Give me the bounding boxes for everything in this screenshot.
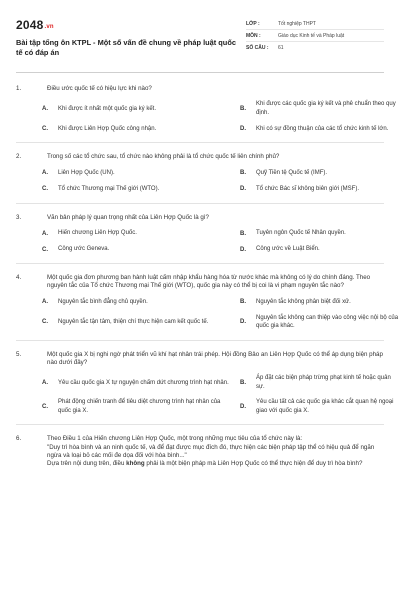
question-divider <box>16 263 384 264</box>
option-letter: D. <box>240 246 246 253</box>
question-text: Trong số các tổ chức sau, tổ chức nào không phải là tổ chức quốc tế liên chính phủ? <box>47 153 280 161</box>
meta-key-count: SỐ CÂU : <box>246 45 269 51</box>
option-letter: C. <box>42 403 48 410</box>
option-c[interactable] <box>42 185 240 194</box>
option-text: Nguyên tắc không phân biệt đối xử. <box>256 299 351 306</box>
option-letter: A. <box>42 169 48 176</box>
option-a[interactable] <box>42 229 240 238</box>
option-b[interactable] <box>240 298 400 307</box>
meta-row-count <box>246 42 384 54</box>
question-text-part: phải là một biện pháp mà Liên Hợp Quốc có thể thực hiện để duy trì hòa bình? <box>144 460 363 468</box>
question-6 <box>16 435 384 469</box>
meta-value-subject: Giáo dục Kinh tế và Pháp luật <box>278 33 345 39</box>
meta-row-subject <box>246 30 384 42</box>
question-1 <box>16 85 396 133</box>
option-letter: B. <box>240 105 246 112</box>
question-divider <box>16 340 384 341</box>
option-text: Tuyên ngôn Quốc tế Nhân quyền. <box>256 230 346 237</box>
option-grid <box>16 298 399 331</box>
question-stem <box>16 153 384 161</box>
option-c[interactable] <box>42 245 240 254</box>
question-3 <box>16 214 384 254</box>
site-logo[interactable] <box>16 18 238 34</box>
option-b[interactable] <box>240 229 400 238</box>
question-stem <box>16 435 384 469</box>
document-title: Bài tập tổng ôn KTPL - Một số vấn đề chung về pháp luật quốc tế có đáp án <box>16 38 236 57</box>
option-b[interactable] <box>240 100 400 117</box>
option-text: Liên Hợp Quốc (UN). <box>58 169 115 176</box>
question-stem <box>16 351 384 368</box>
meta-table <box>246 18 384 64</box>
option-letter: D. <box>240 185 246 192</box>
option-a[interactable] <box>42 100 240 117</box>
question-text: Điều ước quốc tế có hiệu lực khi nào? <box>47 85 152 92</box>
option-a[interactable] <box>42 374 240 391</box>
option-letter: C. <box>42 185 48 192</box>
question-quote: "Duy trì hòa bình và an ninh quốc tế, và để đạt được mục đích đó, thực hiện các biện pháp tập thể có hiệu quả để ngăn ngừa và loại bỏ các mối đe dọa đối với hòa bình..." <box>47 443 375 459</box>
meta-value-grade: Tốt nghiệp THPT <box>278 21 316 27</box>
option-d[interactable] <box>240 124 400 133</box>
header-divider <box>16 72 384 73</box>
option-text: Nguyên tắc không can thiệp vào công việc nội bộ của quốc gia khác. <box>256 314 399 330</box>
option-text: Hiến chương Liên Hợp Quốc. <box>58 230 137 237</box>
question-text-line-3 <box>47 460 384 468</box>
question-stem <box>16 274 384 291</box>
question-text: Một quốc gia X bị nghi ngờ phát triển vũ khí hạt nhân trái phép. Hội đồng Bảo an Liên Hợp Quốc có thể áp dụng biện pháp nào dưới đây? <box>47 350 383 367</box>
option-letter: A. <box>42 379 48 386</box>
option-grid <box>16 229 384 254</box>
meta-key-grade: LỚP : <box>246 21 260 27</box>
option-d[interactable] <box>240 185 400 194</box>
question-number: 6. <box>16 435 22 443</box>
option-letter: D. <box>240 403 246 410</box>
option-text: Khi được ít nhất một quốc gia ký kết. <box>58 105 156 112</box>
option-grid <box>16 169 384 194</box>
option-text: Tổ chức Thương mại Thế giới (WTO). <box>58 185 160 192</box>
option-text: Áp đặt các biện pháp trừng phạt kinh tế hoặc quân sự. <box>256 375 391 390</box>
option-grid <box>16 374 394 415</box>
option-text: Công ước Geneva. <box>58 246 110 253</box>
option-text: Tổ chức Bác sĩ không biên giới (MSF). <box>256 185 359 192</box>
option-letter: C. <box>42 125 48 132</box>
option-text: Khi được các quốc gia ký kết và phê chuẩn theo quy định. <box>256 101 396 116</box>
option-d[interactable] <box>240 245 400 254</box>
option-text: Yêu cầu quốc gia X tự nguyện chấm dứt chương trình hạt nhân. <box>58 379 229 386</box>
option-letter: A. <box>42 230 48 237</box>
option-letter: D. <box>240 319 246 326</box>
option-text: Phát động chiến tranh để tiêu diệt chương trình hạt nhân của quốc gia X. <box>58 399 221 414</box>
option-text: Nguyên tắc tận tâm, thiện chí thực hiện cam kết quốc tế. <box>58 319 209 326</box>
question-text-line-1: Theo Điều 1 của Hiến chương Liên Hợp Quốc, một trong những mục tiêu của tổ chức này là: <box>47 435 303 443</box>
option-text: Yêu cầu tất cả các quốc gia khác cắt quan hệ ngoại giao với quốc gia X. <box>256 399 394 414</box>
question-emphasis: không <box>126 460 145 468</box>
question-2 <box>16 153 384 193</box>
question-divider <box>16 142 384 143</box>
question-text-part: Dựa trên nội dung trên, điều <box>47 460 127 468</box>
meta-key-subject: MÔN : <box>246 33 261 39</box>
question-number: 4. <box>16 274 22 282</box>
question-text: Văn bản pháp lý quan trọng nhất của Liên Hợp Quốc là gì? <box>47 213 209 221</box>
option-letter: B. <box>240 299 246 306</box>
question-number: 5. <box>16 350 22 358</box>
option-text: Công ước về Luật Biển. <box>256 246 320 253</box>
question-number: 3. <box>16 213 22 221</box>
option-d[interactable] <box>240 314 400 331</box>
question-stem <box>16 85 384 93</box>
option-text: Nguyên tắc bình đẳng chủ quyền. <box>58 299 148 306</box>
question-number: 2. <box>16 153 22 161</box>
option-b[interactable] <box>240 169 400 178</box>
option-grid <box>16 100 396 133</box>
option-letter: B. <box>240 379 246 386</box>
option-letter: A. <box>42 105 48 112</box>
question-text: Một quốc gia đơn phương ban hành luật cấm nhập khẩu hàng hóa từ nước khác mà không có lý do chính đáng. Theo nguyên tắc của Tổ chức Thương mại Thế giới (WTO), quốc gia này có thể bị coi là vi phạm nguyên tắc nào? <box>47 274 371 290</box>
option-c[interactable] <box>42 398 240 415</box>
option-letter: C. <box>42 319 48 326</box>
meta-value-count: 61 <box>278 45 284 51</box>
question-divider <box>16 424 384 425</box>
option-c[interactable] <box>42 314 240 331</box>
page-header <box>16 0 384 64</box>
question-number: 1. <box>16 85 22 92</box>
logo-name: 2048 <box>16 18 44 32</box>
question-4 <box>16 274 399 331</box>
option-letter: A. <box>42 299 48 306</box>
option-text: Quỹ Tiền tệ Quốc tế (IMF). <box>256 169 328 176</box>
option-b[interactable] <box>240 374 400 391</box>
header-left <box>16 18 246 64</box>
logo-suffix: .vn <box>44 24 54 30</box>
question-divider <box>16 203 384 204</box>
question-5 <box>16 350 394 415</box>
option-c[interactable] <box>42 124 240 133</box>
option-text: Khi được Liên Hợp Quốc công nhận. <box>58 125 157 132</box>
question-stem <box>16 214 384 222</box>
option-letter: D. <box>240 125 246 132</box>
option-a[interactable] <box>42 298 240 307</box>
option-letter: B. <box>240 169 246 176</box>
option-text: Khi có sự đồng thuận của các tổ chức kinh tế lớn. <box>256 125 389 132</box>
option-d[interactable] <box>240 398 400 415</box>
meta-row-grade <box>246 18 384 30</box>
option-letter: B. <box>240 230 246 237</box>
option-a[interactable] <box>42 169 240 178</box>
option-letter: C. <box>42 246 48 253</box>
question-list <box>16 85 399 469</box>
